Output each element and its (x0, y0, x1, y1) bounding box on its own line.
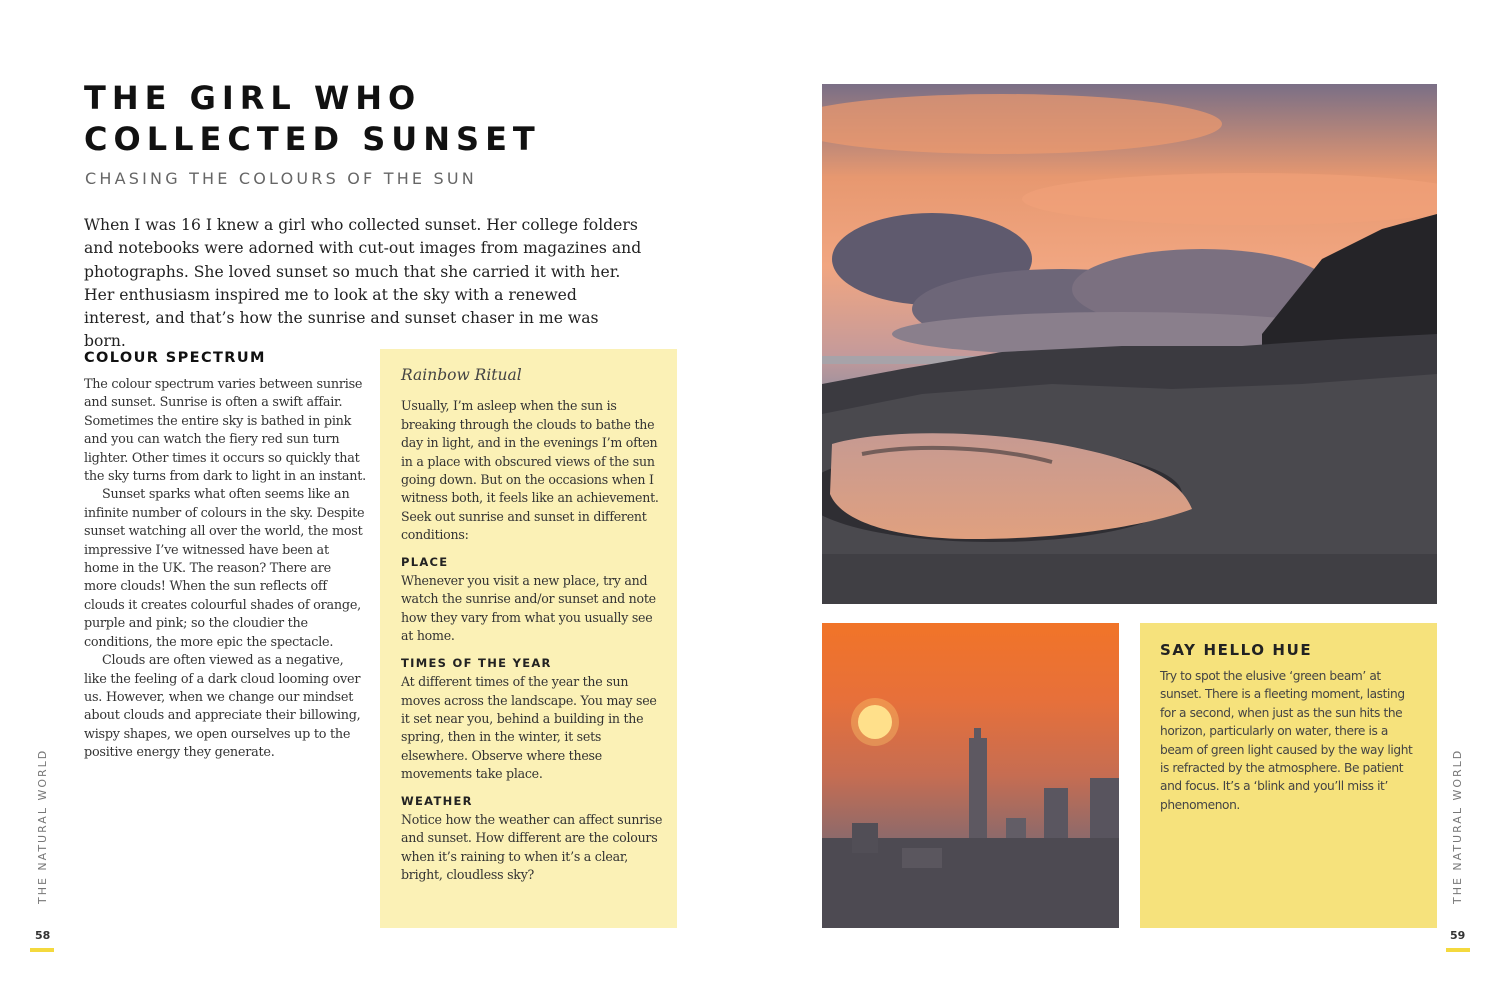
body-paragraph: Clouds are often viewed as a negative, like the feeling of a dark cloud looming over us. However, when we change our mindset about clouds and appreciate their billowing, wispy shapes, we open ourselves up to the positive energy they generate. (84, 653, 361, 761)
title-line-1: THE GIRL WHO (84, 79, 422, 117)
page-marker-left (30, 948, 54, 952)
hue-text: Try to spot the elusive ‘green beam’ at sunset. There is a fleeting moment, lasting for a second, when just as the sun hits the horizon, particularly on water, there is a beam of green light caused by the way light is refracted by the atmosphere. Be patient and focus. It’s a ‘blink and you’ll miss it’ phenomenon. (1160, 669, 1413, 812)
city-sunset-photo (822, 623, 1119, 928)
sidebar-subheading: WEATHER (401, 793, 473, 808)
body-paragraph: Sunset sparks what often seems like an infinite number of colours in the sky. Despite sunset watching all over the world, the most impressive I’ve witnessed have been at home in the UK. The reason? There are more clouds! When the sun reflects off clouds it creates colourful shades of orange, purple and pink; so the cloudier the conditions, the more epic the spectacle. (84, 487, 365, 650)
sidebar-section-text: Notice how the weather can affect sunrise and sunset. How different are the colours when it’s raining to when it’s a clear, bright, cloudless sky? (401, 811, 663, 883)
page-marker-right (1446, 948, 1470, 952)
say-hello-hue-box (1140, 623, 1437, 928)
sidebar-subheading: TIMES OF THE YEAR (401, 655, 552, 670)
title-line-2: COLLECTED SUNSET (84, 120, 541, 158)
intro-paragraph: When I was 16 I knew a girl who collected sunset. Her college folders and notebooks were adorned with cut-out images from magazines and photographs. She loved sunset so much that she carried it with her. Her enthusiasm inspired me to look at the sky with a renewed interest, and that’s how the sunrise and sunset chaser in me was born. (84, 216, 642, 351)
page-title (84, 78, 764, 160)
page-number-right: 59 (1450, 929, 1466, 942)
hue-heading: SAY HELLO HUE (1160, 641, 1313, 659)
sidebar-section-text: Whenever you visit a new place, try and watch the sunrise and/or sunset and note how they vary from what you usually see at home. (401, 573, 656, 644)
sidebar-section-text: At different times of the year the sun moves across the landscape. You may see it set near you, behind a building in the spring, then in the winter, it sets elsewhere. Observe where these movements take place. (401, 674, 657, 782)
margin-label-left: THE NATURAL WORLD (36, 748, 49, 904)
sidebar-intro: Usually, I’m asleep when the sun is breaking through the clouds to bathe the day in light, and in the evenings I’m often in a place with obscured views of the sun going down. But on the occasions when I witness both, it feels like an achievement. Seek out sunrise and sunset in different conditions: (401, 398, 659, 543)
subtitle: CHASING THE COLOURS OF THE SUN (85, 169, 477, 188)
margin-label-right: THE NATURAL WORLD (1451, 748, 1464, 904)
rocky-shore-sunset-photo (822, 84, 1437, 604)
sidebar-subheading: PLACE (401, 554, 449, 569)
page-number-left: 58 (35, 929, 51, 942)
body-paragraph: The colour spectrum varies between sunrise and sunset. Sunrise is often a swift affair. Sometimes the entire sky is bathed in pink and you can watch the fiery red sun turn lighter. Other times it occurs so quickly that the sky turns from dark to light in an instant. (84, 377, 367, 485)
colour-spectrum-heading: COLOUR SPECTRUM (84, 350, 266, 366)
colour-spectrum-body (84, 376, 366, 763)
sidebar-title: Rainbow Ritual (401, 366, 522, 384)
rainbow-ritual-sidebar (380, 349, 677, 928)
